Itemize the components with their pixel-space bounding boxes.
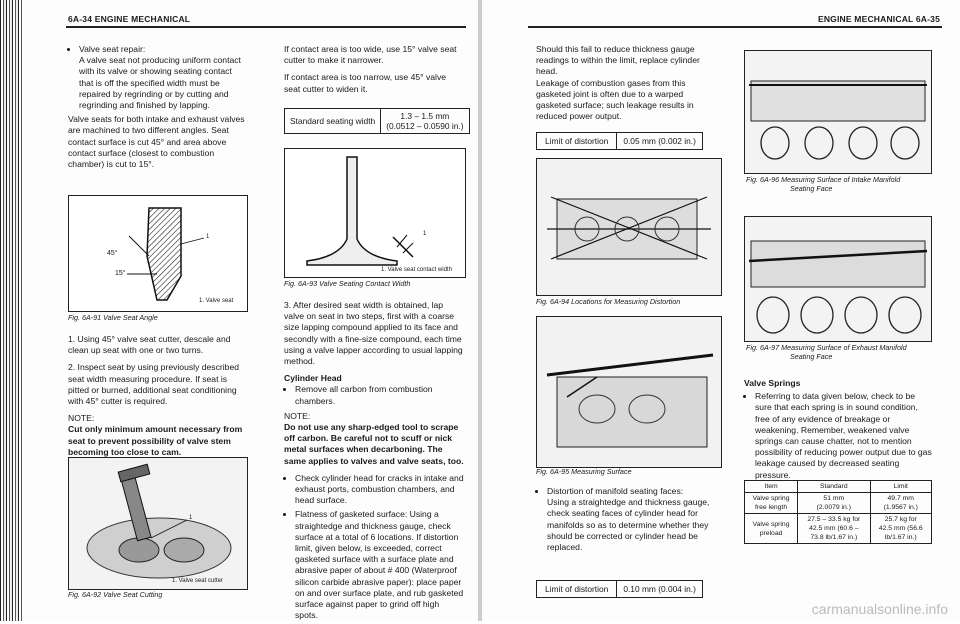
paragraph: Should this fail to reduce thickness gauge readings to within the limit, replace cylinder head.	[536, 44, 700, 77]
cell-line: preload	[759, 529, 783, 537]
callout-number: 1	[189, 515, 193, 521]
figure-legend: 1. Valve seat	[199, 298, 234, 304]
limit-label: Limit of distortion	[537, 581, 617, 598]
intake-manifold-drawing	[745, 51, 931, 173]
left-column-2-top	[284, 44, 464, 101]
watermark: carmanualsonline.info	[811, 601, 948, 617]
spec-label: Standard seating width	[285, 109, 381, 134]
bullet-item: • Remove all carbon from combustion chambers.	[295, 384, 464, 406]
cell-line: Valve spring	[752, 495, 790, 502]
note-body: Cut only minimum amount necessary from seat to prevent possibility of valve stem becoming too close to cam.	[68, 424, 243, 457]
figure-measuring-surface	[536, 316, 722, 468]
valve-contact-drawing	[285, 149, 465, 277]
cell-line: 51 mm	[823, 495, 845, 502]
paragraph: If contact area is too narrow, use 45° valve seat cutter to widen it.	[284, 72, 447, 94]
figure-caption: Fig. 6A-94 Locations for Measuring Distortion	[536, 297, 681, 306]
valve-spring-table	[744, 480, 932, 544]
header-rule	[528, 26, 942, 28]
cell-line: 25.7 kg for	[884, 516, 917, 523]
angle-label-15: 15°	[115, 270, 126, 277]
cell-line: 49.7 mm	[887, 495, 914, 502]
figure-valve-seat-angle	[68, 195, 248, 312]
left-column-2-body	[284, 300, 464, 624]
distortion-limit-table-2	[536, 580, 703, 598]
table-cell	[745, 514, 798, 544]
limit-value: 0.10 mm (0.004 in.)	[617, 581, 703, 598]
cell-line: 73.8 lb/1.67 in.)	[810, 534, 858, 541]
limit-value: 0.05 mm (0.002 in.)	[617, 133, 703, 150]
left-page-header: 6A-34 ENGINE MECHANICAL	[68, 14, 191, 24]
cell-line: 27.5 – 33.5 kg for	[807, 516, 861, 523]
figure-caption: Fig. 6A-95 Measuring Surface	[536, 467, 632, 476]
figure-caption: Fig. 6A-91 Valve Seat Angle	[68, 313, 158, 322]
spec-value	[381, 109, 469, 134]
bullet-title: Valve seat repair:	[79, 44, 146, 54]
step-2: 2. Inspect seat by using previously described seat width measuring procedure. If seat is pitted or burned, additional seat conditioning with 45° cutter is required.	[68, 362, 240, 407]
table-header: Standard	[798, 481, 870, 493]
distortion-limit-table-1	[536, 132, 703, 150]
right-column-2-body	[744, 378, 932, 484]
exhaust-manifold-drawing	[745, 217, 931, 341]
left-page	[0, 0, 478, 621]
figure-caption: Fig. 6A-93 Valve Seating Contact Width	[284, 279, 411, 288]
caption-line: Seating Face	[790, 351, 833, 361]
table-row	[745, 514, 932, 544]
callout-number: 1	[423, 231, 427, 237]
bullet-item: • Check cylinder head for cracks in intake and exhaust ports, combustion chambers, and head surface.	[295, 473, 464, 507]
limit-label: Limit of distortion	[537, 133, 617, 150]
spec-value-line: 1.3 – 1.5 mm	[400, 111, 450, 121]
figure-valve-seating-contact-width	[284, 148, 466, 278]
caption-line: Seating Face	[790, 183, 833, 193]
bullet-body: Using a straightedge and thickness gauge, check seating faces of cylinder head for manifolds so as to determine whether they should be corrected or cylinder head be replaced.	[547, 497, 710, 553]
figure-valve-seat-cutting	[68, 457, 248, 590]
table-cell	[798, 514, 870, 544]
measuring-surface-drawing	[537, 317, 721, 467]
paragraph: If contact area is too wide, use 15° valve seat cutter to make it narrower.	[284, 44, 457, 66]
section-heading: Cylinder Head	[284, 373, 342, 384]
cell-line: lb/1.67 in.)	[884, 534, 917, 541]
table-header: Limit	[870, 481, 931, 493]
right-column-1-bottom	[536, 486, 720, 556]
left-column-1-steps	[68, 334, 248, 464]
figure-distortion-locations	[536, 158, 722, 296]
note-body: Do not use any sharp-edged tool to scrape off carbon. Be careful not to scuff or nick metal surfaces when decarboning. The same applies to valves and valve seats, too.	[284, 422, 464, 466]
header-rule	[66, 26, 466, 28]
cell-line: (2.0079 in.)	[816, 504, 851, 511]
bullet-body: A valve seat not producing uniform contact with its valve or showing seating contact that is off the specified width must be repaired by regrinding or by cutting and regrinding and finished by lapping.	[79, 55, 241, 111]
cell-line: 42.5 mm (60.6 –	[809, 525, 859, 532]
cylinder-head-drawing	[537, 159, 721, 295]
section-heading: Valve Springs	[744, 378, 801, 388]
table-header: Item	[745, 481, 798, 493]
figure-legend: 1. Valve seat contact width	[381, 267, 452, 273]
table-cell	[745, 493, 798, 514]
paragraph: Valve seats for both intake and exhaust valves are machined to two different angles. Seat contact surface is cut 45° and area above contact surface (closest to combustion chamber) is cut to 15°.	[68, 114, 245, 170]
right-page-header: ENGINE MECHANICAL 6A-35	[817, 14, 940, 24]
bullet-title: Distortion of manifold seating faces:	[547, 486, 684, 496]
cell-line: free length	[754, 504, 788, 511]
left-column-1-top	[68, 44, 248, 176]
bullet-item: • Flatness of gasketed surface: Using a straightedge and thickness gauge, check surface at a total of 6 locations. If distortion limit, given below, is exceeded, correct gasketed surface with a surface plate and abrasive paper of about # 400 (Waterproof silicon carbide abrasive paper): place paper on and over surface plate, and rub gasketed surface against paper to grind off high spots.	[295, 509, 464, 621]
cell-line: 42.5 mm (56.6	[878, 525, 923, 532]
valve-seat-cutting-drawing	[69, 458, 247, 589]
step-1: 1. Using 45° valve seat cutter, descale and clean up seat with one or two turns.	[68, 334, 231, 356]
figure-caption: Fig. 6A-92 Valve Seat Cutting	[68, 590, 163, 599]
page-binding-edge	[0, 0, 22, 621]
figure-legend: 1. Valve seat cutter	[172, 578, 223, 584]
table-row	[745, 493, 932, 514]
seating-width-spec-table	[284, 108, 470, 134]
cell-line: (1.9567 in.)	[883, 504, 918, 511]
caption-line: Fig. 6A-97 Measuring Surface of Exhaust Manifold	[746, 343, 907, 352]
valve-seat-angle-drawing	[69, 196, 247, 311]
bullet-item: • Referring to data given below, check to be sure that each spring is in sound condition, free of any evidence of breakage or weakening. Remember, weakened valve springs can cause chatter, not to mention possibility of reducing power output due to gas leakage caused by decreased seating pressure.	[755, 391, 932, 481]
cell-line: Valve spring	[752, 520, 790, 528]
figure-caption	[746, 176, 900, 193]
angle-label-45: 45°	[107, 250, 118, 257]
table-cell	[798, 493, 870, 514]
figure-caption	[746, 344, 907, 361]
figure-exhaust-manifold-seating-face	[744, 216, 932, 342]
right-column-1-top	[536, 44, 720, 128]
spec-value-line: (0.0512 – 0.0590 in.)	[386, 121, 464, 131]
note-title: NOTE:	[68, 413, 95, 424]
table-cell	[870, 514, 931, 544]
table-cell	[870, 493, 931, 514]
right-page	[482, 0, 960, 621]
caption-line: Fig. 6A-96 Measuring Surface of Intake Manifold	[746, 175, 901, 184]
paragraph: Leakage of combustion gases from this gasketed joint is often due to a warped gasketed surface; such leakage results in reduced power output.	[536, 77, 694, 122]
figure-intake-manifold-seating-face	[744, 50, 932, 174]
callout-number: 1	[206, 234, 210, 240]
note-title: NOTE:	[284, 410, 311, 421]
step-3: 3. After desired seat width is obtained, lap valve on seat in two steps, first with a coarse size lapping compound applied to its face and secondly with a fine-size compound, each time using a valve lapper according to usual lapping method.	[284, 300, 463, 367]
